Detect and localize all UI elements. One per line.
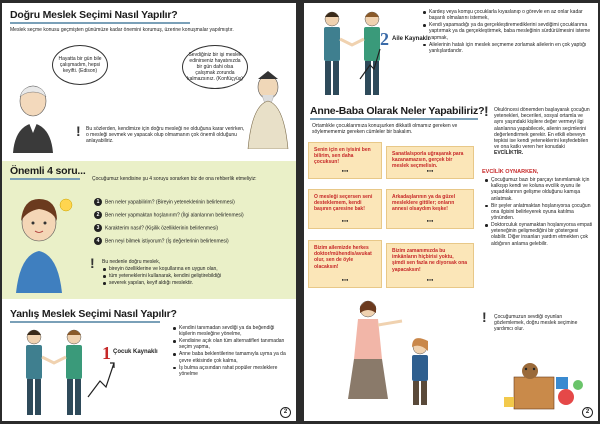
phrase-card (386, 146, 474, 179)
section-title-wrong-choice: Yanlış Meslek Seçimi Nasıl Yapılır? (10, 308, 177, 320)
quote-mark: "" (426, 278, 434, 286)
quote-conclusion-text: Bu sözlerden, kendimize için doğru mesleği ne olduğuna karar verirken, o mesleği sevmek ve yapacak olup olmamanın çok önemli olduğunu anlayabiliriz. (86, 126, 245, 145)
confucius-illustration (244, 69, 292, 149)
cause-item: Kendisine açık olan tüm alternatifleri tanımadan seçim yapma, (172, 338, 290, 350)
reason-item: bireyin özelliklerine ve koşullarına en uygun olan, (102, 266, 282, 272)
edison-illustration (7, 83, 57, 153)
quote-mark: "" (426, 219, 434, 227)
reason-intro: Bu nedenle doğru meslek, (102, 259, 161, 265)
phrase-card (308, 142, 382, 179)
edison-quote-bubble: Hayatta bir gün bile çalışmadım, hepsi keyifti. (Edison) (52, 45, 108, 85)
family-cause-list (422, 9, 594, 55)
cause-item: Ailelerinin hatalı için meslek seçmeme zorlamak ailelerin en çok yaptığı yanlışlardandır. (422, 42, 594, 54)
side-text-emphasis: EVCİLİKTİR. (494, 150, 524, 157)
reason-list (102, 266, 282, 287)
evcilik-title: EVCİLİK OYNARKEN, (482, 169, 539, 175)
left-page (2, 3, 296, 421)
question-text: Karakterim nasıl? (Kişilik özelliklerinin belirlenmesi) (105, 225, 219, 232)
cause-item: Kendini tanımadan sevdiği ya da beğendiği kişilerin mesleğine yönelme, (172, 325, 290, 337)
cause-item: Kendi yapamadığı ya da gerçekleştiremediklerini sevdiğimi çocuklarıma yaptırmak ya da gerçekleştirmek, baba mesleğinin sürdürülmesini isteme yapmak, (422, 22, 594, 41)
phrase-card (308, 240, 382, 288)
toys-illustration (500, 349, 590, 415)
phrase-text: O mesleği seçersen seni desteklemem, kendi başının çaresine bak! (314, 194, 373, 213)
phrase-text: Bizim zamanımızda bu imkânların hiçbirisi yoktu, şimdi sen fazla ne diyorsak ona yapacaksın! (392, 248, 468, 273)
family-label: Aile Kaynaklı (392, 36, 430, 42)
reason-item: tüm yeteneklerini kullanarak, kendini geliştirebildiği (102, 273, 282, 279)
reason-item: severek yapılan, keyif aldığı meslektir. (102, 280, 282, 286)
evcilik-list (484, 177, 594, 248)
question-text: Ben neler yapabilirim? (Bireyin yeteneklerinin belirlenmesi) (105, 199, 235, 206)
arrow-icon (358, 47, 382, 81)
quote-mark: "" (426, 169, 434, 177)
exclamation-icon: ! (76, 123, 81, 139)
title-underline (10, 321, 160, 323)
phrase-text: Bizim ailemizde herkes doktor/mühendis/avukat olur, sen de öyle olacaksın! (314, 245, 372, 270)
right-page (304, 3, 598, 421)
evcilik-item: Çocuğumuz bazı bir parçayı tanımlamak için kalkışıp kendi ve koluna evcilik oyunu ile yaşadıklarının gelişme olduğunu kamışa anlatmak. (484, 177, 594, 202)
quote-mark: "" (341, 278, 349, 286)
quote-mark: "" (341, 169, 349, 177)
parents-intro: Ortamlıkle çocuklarımıza konuşurken dikkatli olmamız gereken ve söylemememiz gereken cümleler bir bakalım. (312, 123, 458, 136)
evcilik-item: Bir şeyler anlatmaktan hoşlanıyorsa çocuğun ona ilgisini belirleyerek oyuna katılma yönünden. (484, 203, 594, 222)
child-cause-list (172, 325, 290, 378)
question-number-badge: 2 (94, 211, 102, 219)
title-underline (10, 22, 190, 24)
question-item (94, 198, 294, 206)
phrase-text: Arkadaşlarının ya da güzel mesleklere gittiler; onların annesi olsaydım keşke! (392, 194, 456, 213)
konfucyus-quote-bubble: Sevdiğiniz bir işi meslek edinirseniz hayatınızda bir gün dahi olsa çalışmak zorunda kalmazsınız. (Konfüçyüs) (182, 45, 248, 89)
question-text: Ben neyi bilmek istiyorum? (İş değerlerinin belirlenmesi) (105, 238, 229, 245)
phrase-card (308, 189, 382, 229)
side-text (494, 107, 592, 157)
question-item (94, 211, 294, 219)
page-number: 2 (582, 407, 593, 418)
cause-item: İş bulma açısından rahat popüler mesleklere yönelme (172, 365, 290, 377)
thinking-girl-illustration (6, 193, 76, 293)
cause-item: Kardeş veya komşu çocuklarla kıyaslanıp o görevle en az onlar kadar başarılı olmalarını istemek, (422, 9, 594, 21)
title-underline (10, 178, 80, 180)
exclamation-icon: ! (484, 103, 489, 119)
section-title-correct-choice: Doğru Meslek Seçimi Nasıl Yapılır? (10, 9, 178, 21)
question-item (94, 224, 294, 232)
title-underline (310, 118, 478, 120)
questions-intro: Çocuğumuz kendisine şu 4 soruyu sorarken biz de ona rehberlik etmeliyiz: (92, 176, 257, 182)
question-number-badge: 1 (94, 198, 102, 206)
cause-item: Anne baba beklentilerine tamamıyla uyma ya da çevre etkisinde çok kalma, (172, 351, 290, 363)
family-number: 2 (380, 29, 389, 49)
intro-text: Meslek seçme konusu geçmişten günümüze kadar önemini korumuş, üzerine konuşmalar yapılmıştır. (10, 27, 234, 33)
questions-list (94, 198, 294, 250)
exclamation-icon: ! (482, 309, 487, 325)
phrase-text: Senin için en iyisini ben bilirim, sen daha çocuksun! (314, 147, 371, 166)
question-text: Ben neler yapmaktan hoşlanırım? (İlgi alanlarının belirlenmesi) (105, 212, 244, 219)
handshake-illustration (14, 325, 94, 419)
question-item (94, 237, 294, 245)
side-text-body: Okulöncesi dönemden başlayarak çocuğun yetenekleri, becerileri, sosyal ortamla ve aynı yaşındaki kişilere değer vermeyi ilgi alanlarına yapabilecek, ailenin seçimlerini değerlendirmek gerekir. En etkili ebeveyn tepkisi ise kendi yeteneklerini keşfedebilen ve ona katkı veren her konudaki (494, 107, 590, 151)
cause-number: 1 (102, 343, 111, 363)
section-title-parents: Anne-Baba Olarak Neler Yapabiliriz? (310, 105, 485, 117)
cause-label: Çocuk Kaynaklı (113, 349, 158, 355)
evcilik-item: Doktorculuk oynamaktan hoşlanıyorsa empati yeteneğinin gelişmediğini bir göstergesi olabilir. Diğer insanları yardım etmekten çok aldığının anlama gelebilir. (484, 222, 594, 247)
phrase-text: Sanatla/sporla uğraşarak para kazanamazsın, gerçek bir meslek seçmelisin. (392, 151, 464, 170)
question-number-badge: 4 (94, 237, 102, 245)
page-number: 2 (280, 407, 291, 418)
exclamation-icon: ! (90, 255, 95, 271)
phrase-card (386, 243, 474, 288)
mother-child-illustration (338, 295, 448, 415)
arrow-icon (86, 359, 116, 399)
quote-mark: "" (341, 219, 349, 227)
phrase-card (386, 189, 474, 229)
question-number-badge: 3 (94, 224, 102, 232)
footer-text: Çocuğumuzun sevdiği oyunları gözlemlemek, doğru meslek seçimine yardımcı olur. (494, 314, 578, 333)
section-title-four-questions: Önemli 4 soru... (10, 165, 86, 177)
